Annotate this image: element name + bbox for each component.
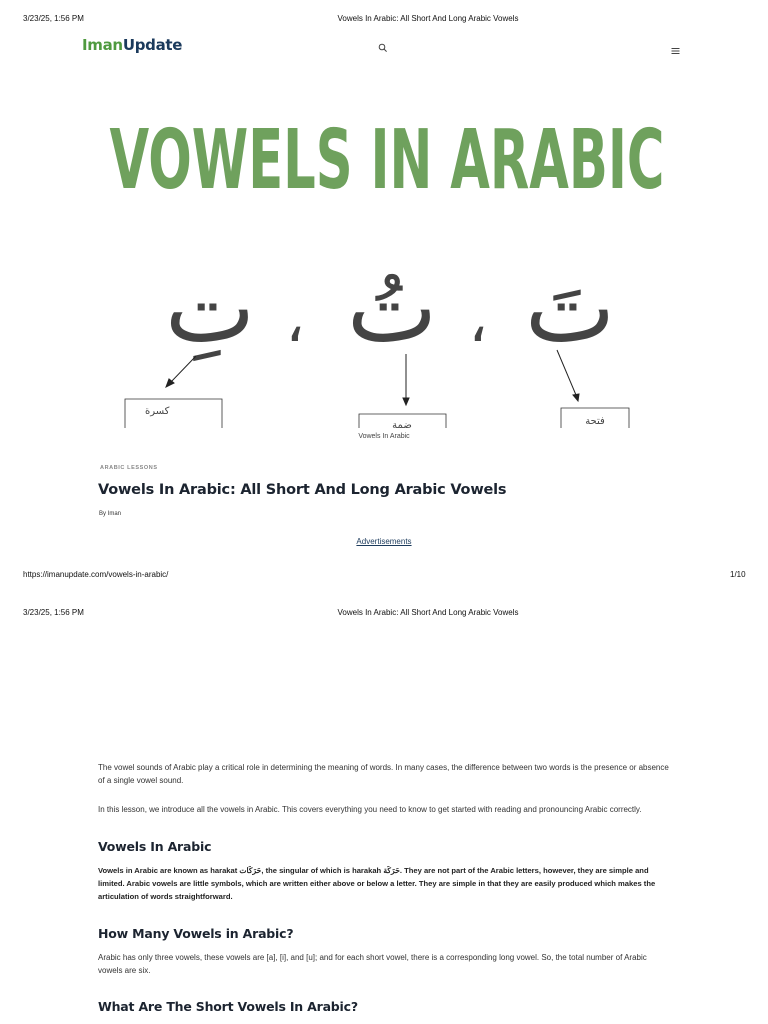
hero-label-damma: ضمة — [392, 420, 412, 431]
hero-letter-fatha: تَ — [524, 252, 616, 364]
paragraph-vowels-in-arabic: Vowels in Arabic are known as harakat حَرَكَات, the singular of which is harakah حَرَكَة. They are not part of the Arabic letters, however, they are simple and limited. Arabic vowels are little symbols, which are written either above or below a letter. They are simple in that they are easily produced which makes the articulation of words straightforward. — [98, 866, 656, 901]
hero-letter-damma: تُ — [346, 252, 438, 364]
hero-comma-2: ، — [468, 286, 488, 356]
hero-label-fatha: فتحة — [585, 416, 605, 427]
hero-banner-text: VOWELS IN ARABIC — [109, 113, 665, 208]
print-doc-title-page2: Vowels In Arabic: All Short And Long Arabic Vowels — [337, 608, 519, 617]
heading-how-many-vowels: How Many Vowels in Arabic? — [98, 926, 294, 941]
advertisements-label: Advertisements — [356, 537, 412, 546]
menu-icon[interactable] — [671, 42, 685, 56]
article-byline: By Iman — [99, 511, 122, 517]
hero-caption: Vowels In Arabic — [358, 433, 410, 440]
print-page-number: 1/10 — [730, 570, 746, 579]
hero-letter-kasra: تِ — [164, 252, 256, 364]
search-icon[interactable] — [378, 40, 392, 54]
intro-paragraph-1: The vowel sounds of Arabic play a critical role in determining the meaning of words. In many cases, the difference between two words is the presence or absence of a single vowel sound. — [98, 763, 669, 785]
heading-short-vowels: What Are The Short Vowels In Arabic? — [98, 999, 358, 1014]
logo-part-iman: Iman — [82, 36, 123, 54]
advertisements-link[interactable] — [0, 537, 768, 546]
heading-vowels-in-arabic: Vowels In Arabic — [98, 839, 212, 854]
site-logo[interactable] — [82, 36, 182, 54]
print-doc-title: Vowels In Arabic: All Short And Long Arabic Vowels — [337, 14, 519, 23]
print-datetime-page2: 3/23/25, 1:56 PM — [23, 608, 84, 617]
paragraph-how-many-vowels: Arabic has only three vowels, these vowels are [a], [i], and [u]; and for each short vowel, there is a corresponding long vowel. So, the total number of Arabic vowels are six. — [98, 953, 647, 975]
hero-image — [100, 96, 675, 432]
category-label[interactable]: ARABIC LESSONS — [100, 465, 158, 471]
hero-label-kasra: كسرة — [145, 406, 170, 417]
article-title: Vowels In Arabic: All Short And Long Arabic Vowels — [98, 482, 507, 498]
hero-label-boxes — [125, 399, 629, 428]
intro-paragraph-2: In this lesson, we introduce all the vowels in Arabic. This covers everything you need to know to get started with reading and pronouncing Arabic correctly. — [98, 805, 642, 814]
print-datetime: 3/23/25, 1:56 PM — [23, 14, 84, 23]
logo-part-update: Update — [122, 36, 183, 54]
hero-comma-1: ، — [285, 286, 305, 356]
print-url: https://imanupdate.com/vowels-in-arabic/ — [23, 570, 169, 579]
